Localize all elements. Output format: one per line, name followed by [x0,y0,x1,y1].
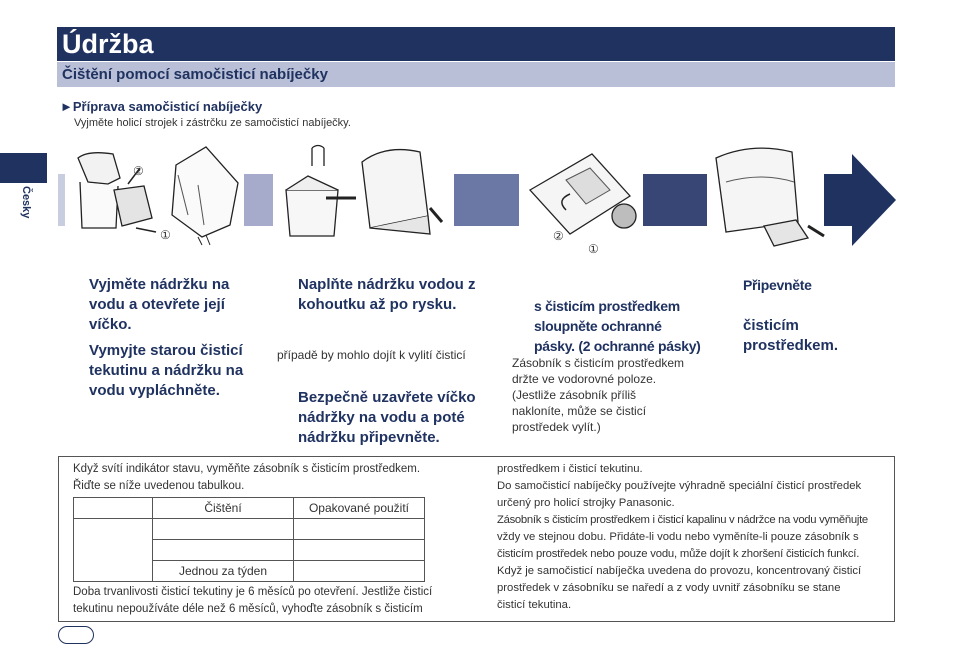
illustration-step2-tap-icon [278,146,360,242]
step2-instruction-b: Bezpečně uzavřete víčko nádržky na vodu a poté nádržku připevněte. [298,389,476,446]
page-title: Údržba [62,29,154,59]
language-label: Česky [20,186,32,219]
table-header-cell: Čištění [153,498,294,519]
table-cell [153,540,294,561]
preparation-text: Vyjměte holicí strojek i zástrčku ze samočisticí nabíječky. [74,117,351,129]
step-separator-1 [244,174,273,226]
step4-instruction-b: čisticím prostředkem. [743,317,839,354]
language-oval [58,626,94,644]
illustration-step1-charger-icon [68,148,158,243]
table-cell [294,561,425,582]
step4-instruction-a: Připevněte [743,277,812,293]
table-header-cell [74,498,153,519]
step-separator-2 [454,174,519,226]
side-stripe [58,174,65,226]
table-cell [294,519,425,540]
table-cell [74,519,153,582]
marker-1b: ① [588,242,599,256]
step3-note: Zásobník s čisticím prostředkem držte ve vodorovné poloze. (Jestliže zásobník příliš nakloníte, může se čisticí prostředek vylít.) [512,356,685,434]
info-right: prostředkem i čisticí tekutinu. Do samočisticí nabíječky používejte výhradně speciální čisticí prostředek určený pro holicí strojky Panasonic. Zásobník s čisticím prostředkem i čisticí kapalinu v nádržce na vodu vyměňujte vždy ve stejnou dobu. Přidáte-li vodu nebo vyměníte-li pouze zásobník s čisticím prostředek nebo pouze vodu, může dojít k zhoršení čisticích funkcí. Když je samočisticí nabíječka uvedena do provozu, koncentrovaný čisticí prostředek v zásobníku se naředí a z vody uvnitř zásobníku se stane čisticí tekutina. [497,463,868,611]
step2-note: případě by mohlo dojít k vylití čisticí [277,348,466,362]
step1-instruction-a: Vyjměte nádržku na vodu a otevřete její víčko. [89,276,230,333]
table-cell [153,519,294,540]
replacement-table [73,497,425,582]
title-bar [57,27,895,61]
marker-2b: ② [553,229,564,243]
step1-instruction-b: Vymyjte starou čisticí tekutinu a nádržku na vodu vypláchněte. [89,342,244,399]
table-cell [294,540,425,561]
illustration-step2-charger-icon [356,142,448,242]
marker-1: ① [160,228,171,242]
step-separator-3 [643,174,707,226]
language-tab [0,153,47,183]
info-left-bottom: Doba trvanlivosti čisticí tekutiny je 6 měsíců po otevření. Jestliže čisticí tekutinu nepoužíváte déle než 6 měsíců, vyhoďte zásobník s čisticím [73,586,433,615]
table-cell: Jednou za týden [153,561,294,582]
next-arrow-icon [824,154,898,246]
preparation-heading: ►Příprava samočisticí nabíječky [60,99,263,114]
step3-instruction: s čisticím prostředkem sloupněte ochranné pásky. (2 ochranné pásky) [534,298,701,354]
section-subtitle: Čištění pomocí samočisticí nabíječky [62,66,328,83]
marker-2: ② [133,164,144,178]
step2-instruction-a: Naplňte nádržku vodou z kohoutku až po rysku. [298,276,476,313]
illustration-step4-charger-icon [712,142,830,248]
info-left-top: Když svítí indikátor stavu, vyměňte zásobník s čisticím prostředkem. Řiďte se níže uvedenou tabulkou. [73,463,421,492]
illustration-step3-cartridge-icon [526,150,636,250]
table-header-cell: Opakované použití [294,498,425,519]
